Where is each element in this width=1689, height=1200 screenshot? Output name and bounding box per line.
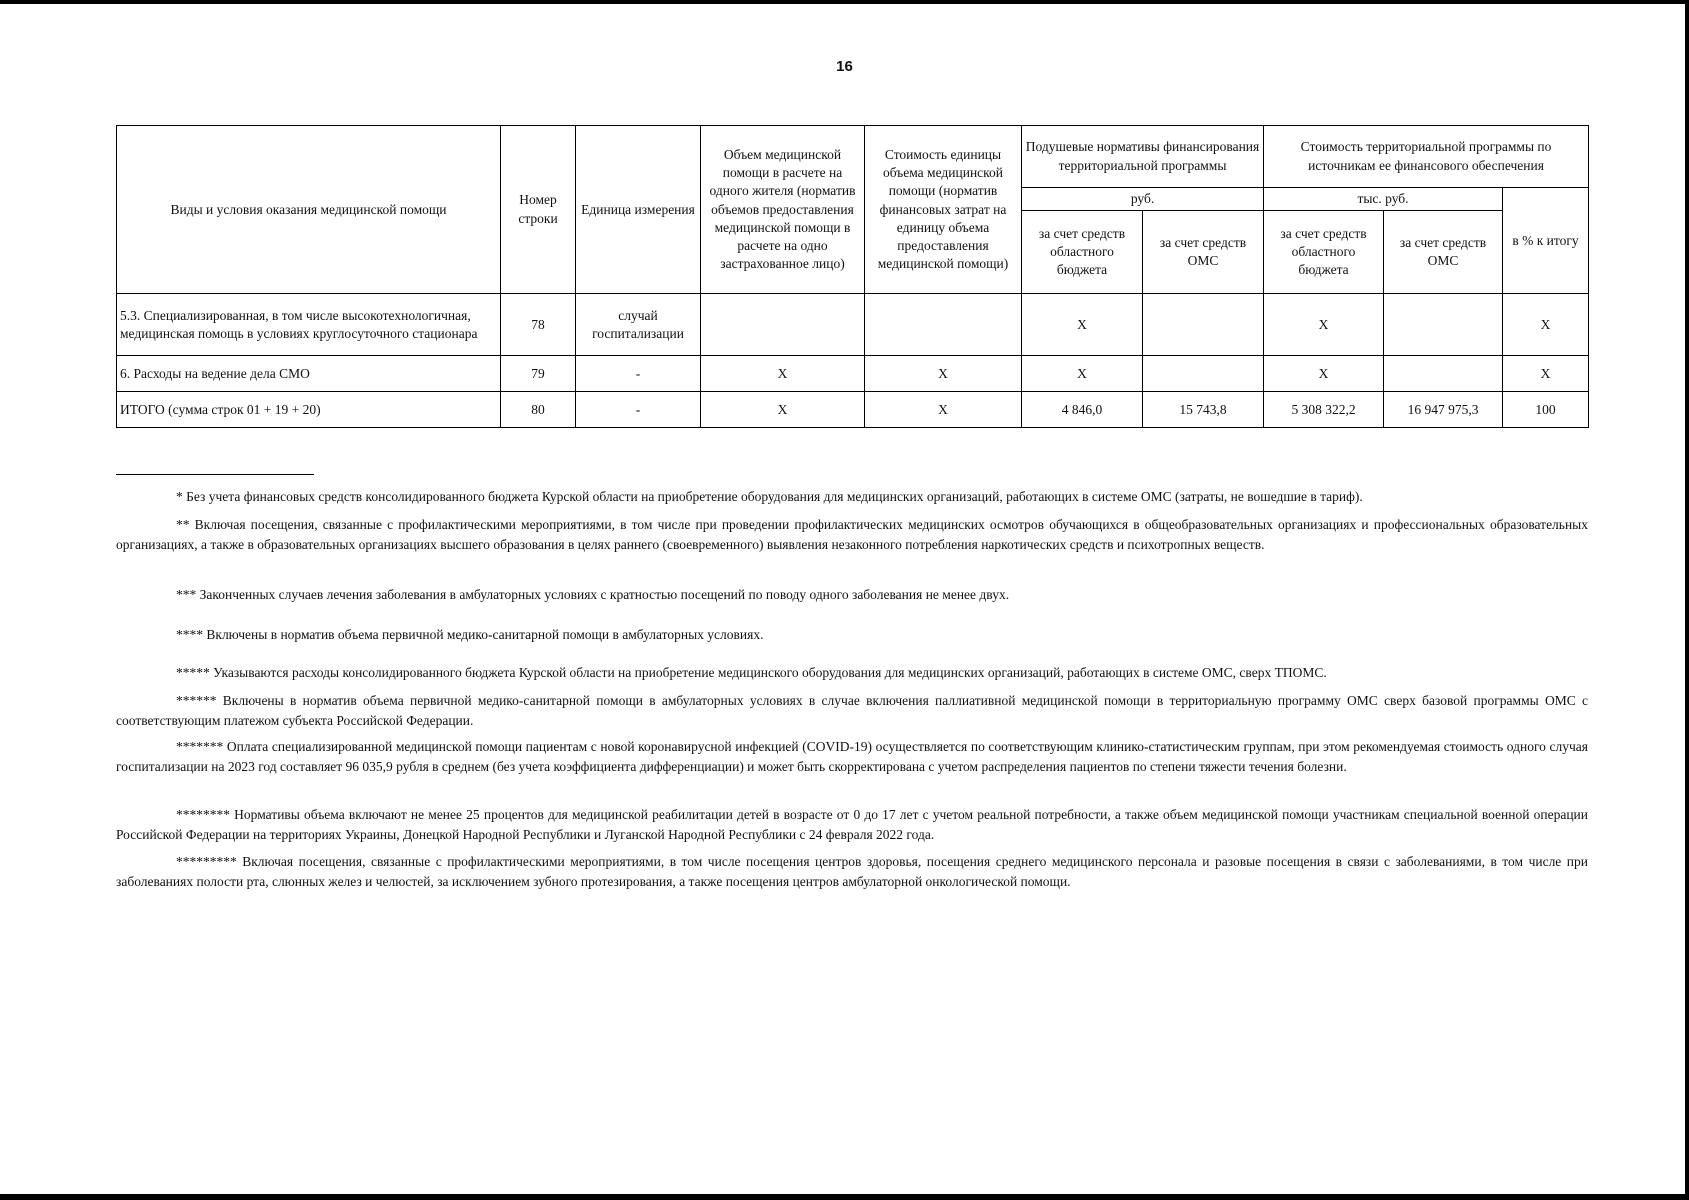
cell-cost-budget: X xyxy=(1264,294,1384,356)
header-pc-oms: за счет средств ОМС xyxy=(1143,211,1264,294)
cell-percent: 100 xyxy=(1503,392,1589,428)
header-pc-regional-budget: за счет средств областного бюджета xyxy=(1022,211,1143,294)
header-volume: Объем медицинской помощи в расчете на одного жителя (норматив объемов предоставления медицинской помощи в расчете на одно застрахованное лицо) xyxy=(701,126,865,294)
cell-number: 78 xyxy=(501,294,576,356)
header-program-cost: Стоимость территориальной программы по источникам ее финансового обеспечения xyxy=(1264,126,1589,188)
header-row-number: Номер строки xyxy=(501,126,576,294)
cell-kind: ИТОГО (сумма строк 01 + 19 + 20) xyxy=(117,392,501,428)
funding-table xyxy=(116,125,1589,428)
header-per-capita-unit: руб. xyxy=(1022,188,1264,211)
cell-unit: - xyxy=(576,392,701,428)
cell-cost-budget: 5 308 322,2 xyxy=(1264,392,1384,428)
header-cost-regional-budget: за счет средств областного бюджета xyxy=(1264,211,1384,294)
footnote-3: *** Законченных случаев лечения заболевания в амбулаторных условиях с кратностью посещений по поводу одного заболевания не менее двух. xyxy=(176,587,1010,602)
table-header xyxy=(117,126,1589,294)
footnote-9: ********* Включая посещения, связанные с профилактическими мероприятиями, в том числе посещения центров здоровья, посещения среднего медицинского персонала и разовые посещения в связи с заболеваниями, в том числе при заболеваниях полости рта, слюнных желез и челюстей, за исключением зубного протезирования, а также посещения центров амбулаторной онкологической помощи. xyxy=(116,854,1588,889)
cell-number: 79 xyxy=(501,356,576,392)
footnote-1: * Без учета финансовых средств консолидированного бюджета Курской области на приобретение оборудования для медицинских организаций, работающих в системе ОМС (затраты, не вошедшие в тариф). xyxy=(176,489,1363,504)
page-number: 16 xyxy=(836,58,853,75)
cell-cost-oms xyxy=(1384,294,1503,356)
footnote-5: ***** Указываются расходы консолидированного бюджета Курской области на приобретение медицинского оборудования для медицинских организаций, работающих в системе ОМС, сверх ТПОМС. xyxy=(176,665,1327,680)
cell-unit: - xyxy=(576,356,701,392)
footnote-separator xyxy=(116,474,314,475)
cell-unit-cost: X xyxy=(865,392,1022,428)
cell-unit: случай госпитализации xyxy=(576,294,701,356)
cell-unit-cost: X xyxy=(865,356,1022,392)
cell-volume xyxy=(701,294,865,356)
cell-kind: 5.3. Специализированная, в том числе высокотехнологичная, медицинская помощь в условиях круглосуточного стационара xyxy=(117,294,501,356)
cell-cost-oms xyxy=(1384,356,1503,392)
table-row xyxy=(117,294,1589,356)
cell-pc-oms xyxy=(1143,294,1264,356)
header-unit: Единица измерения xyxy=(576,126,701,294)
scan-edge-bottom xyxy=(0,1194,1689,1200)
table-body xyxy=(117,294,1589,428)
footnote-4: **** Включены в норматив объема первичной медико-санитарной помощи в амбулаторных условиях. xyxy=(176,627,764,642)
footnote-6: ****** Включены в норматив объема первичной медико-санитарной помощи в амбулаторных условиях в случае включения паллиативной медицинской помощи в территориальную программу ОМС сверх базовой программы ОМС с соответствующим платежом субъекта Российской Федерации. xyxy=(116,693,1588,728)
table-row xyxy=(117,356,1589,392)
cell-percent: X xyxy=(1503,356,1589,392)
cell-unit-cost xyxy=(865,294,1022,356)
cell-pc-oms: 15 743,8 xyxy=(1143,392,1264,428)
header-kind: Виды и условия оказания медицинской помощи xyxy=(117,126,501,294)
header-percent-total: в % к итогу xyxy=(1503,188,1589,294)
footnote-2: ** Включая посещения, связанные с профилактическими мероприятиями, в том числе при проведении профилактических медицинских осмотров обучающихся в общеобразовательных организациях и профессиональных образовательных организациях, а также в образовательных организациях высшего образования в целях раннего (своевременного) выявления незаконного потребления наркотических средств и психотропных веществ. xyxy=(116,517,1588,552)
cell-cost-budget: X xyxy=(1264,356,1384,392)
cell-volume: X xyxy=(701,392,865,428)
header-unit-cost: Стоимость единицы объема медицинской помощи (норматив финансовых затрат на единицу объема предоставления медицинской помощи) xyxy=(865,126,1022,294)
header-program-cost-unit: тыс. руб. xyxy=(1264,188,1503,211)
header-per-capita: Подушевые нормативы финансирования территориальной программы xyxy=(1022,126,1264,188)
cell-pc-oms xyxy=(1143,356,1264,392)
table-row-total xyxy=(117,392,1589,428)
footnote-7: ******* Оплата специализированной медицинской помощи пациентам с новой коронавирусной инфекцией (COVID-19) осуществляется по соответствующим клинико-статистическим группам, при этом рекомендуемая стоимость одного случая госпитализации на 2023 год составляет 96 035,9 рубля в среднем (без учета коэффициента дифференциации) и может быть скорректирована с учетом распределения пациентов по степени тяжести течения болезни. xyxy=(116,739,1588,774)
cell-kind: 6. Расходы на ведение дела СМО xyxy=(117,356,501,392)
scan-edge-right xyxy=(1685,0,1689,1200)
cell-percent: X xyxy=(1503,294,1589,356)
cell-volume: X xyxy=(701,356,865,392)
cell-pc-budget: X xyxy=(1022,356,1143,392)
scan-edge-top xyxy=(0,0,1689,4)
cell-cost-oms: 16 947 975,3 xyxy=(1384,392,1503,428)
footnote-8: ******** Нормативы объема включают не менее 25 процентов для медицинской реабилитации детей в возрасте от 0 до 17 лет с учетом реальной потребности, а также объем медицинской помощи участникам специальной военной операции Российской Федерации на территориях Украины, Донецкой Народной Республики и Луганской Народной Республики с 24 февраля 2022 года. xyxy=(116,807,1588,842)
header-cost-oms: за счет средств ОМС xyxy=(1384,211,1503,294)
cell-number: 80 xyxy=(501,392,576,428)
cell-pc-budget: 4 846,0 xyxy=(1022,392,1143,428)
cell-pc-budget: X xyxy=(1022,294,1143,356)
